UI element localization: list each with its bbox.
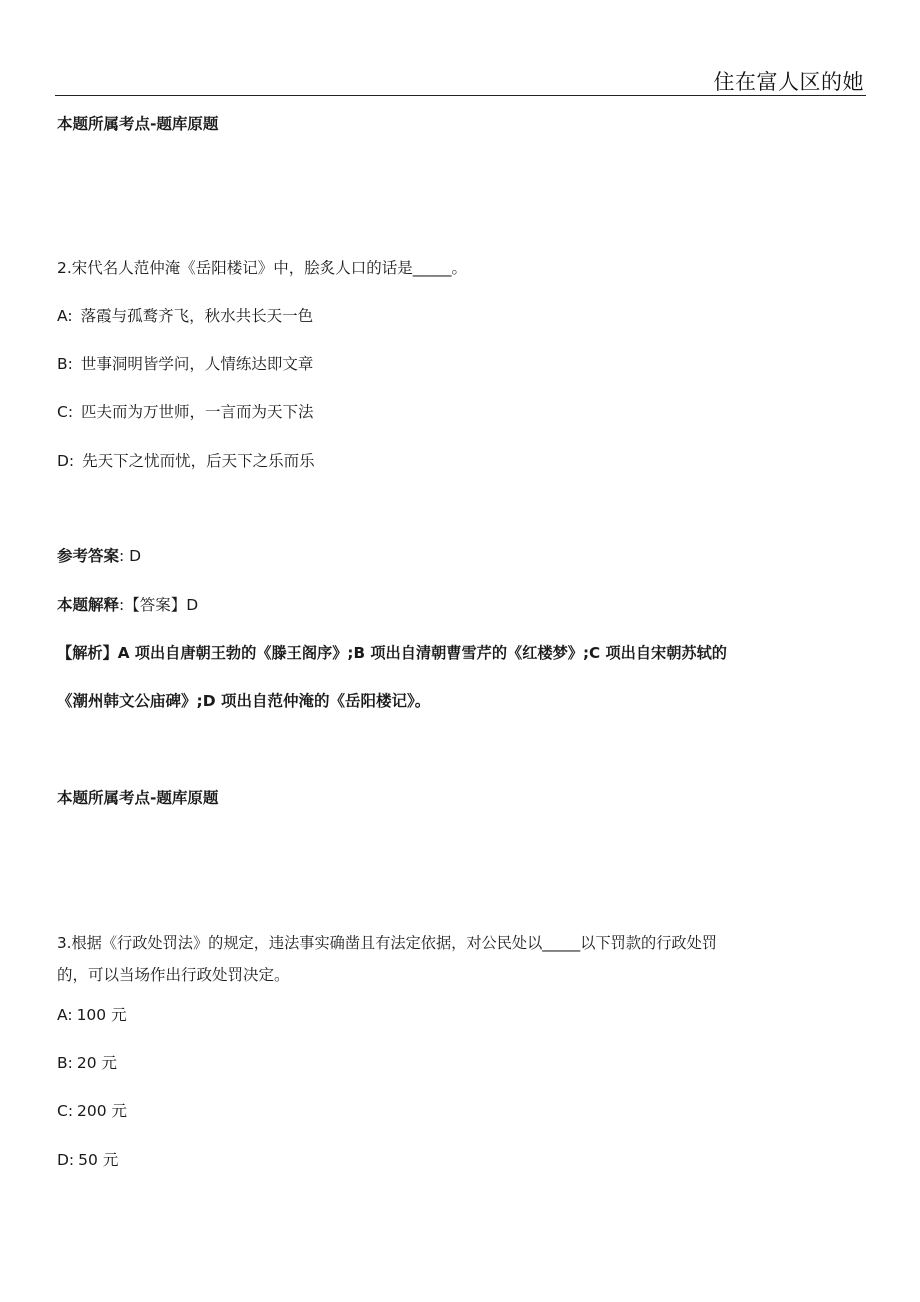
option-label: C: [57,1102,74,1120]
question-2-option-b [57,354,313,374]
option-label: B: [57,1054,73,1072]
option-text: 200 元 [77,1102,128,1120]
option-label: B: [57,355,73,373]
question-2-option-d [57,451,315,471]
explanation-value: :【答案】D [119,596,199,614]
option-label: D: [57,1151,75,1169]
option-text: 世事洞明皆学问，人情练达即文章 [80,355,314,373]
question-3-option-b [57,1053,117,1073]
option-label: A: [57,1006,73,1024]
option-label: A: [57,307,73,325]
answer-label: 参考答案 [57,547,120,565]
topic-tag: 本题所属考点-题库原题 [57,115,219,133]
question-3-stem-line-2: 的，可以当场作出行政处罚决定。 [57,966,290,984]
option-text: 匹夫而为万世师，一言而为天下法 [81,403,314,421]
option-text: 50 元 [78,1151,119,1169]
question-3-option-d [57,1150,118,1170]
question-2-explanation [57,595,198,615]
topic-tag: 本题所属考点-题库原题 [57,789,219,807]
question-3-option-a [57,1005,127,1025]
option-text: 落霞与孤鹜齐飞，秋水共长天一色 [80,307,314,325]
question-3-stem-line-1: 3.根据《行政处罚法》的规定，违法事实确凿且有法定依据，对公民处以_____以下罚款的行政处罚 [57,934,717,952]
question-2-analysis-line-1: 【解析】A 项出自唐朝王勃的《滕王阁序》;B 项出自清朝曹雪芹的《红楼梦》;C 项出自宋朝苏轼的 [57,644,727,662]
explanation-label: 本题解释 [57,596,120,614]
answer-value: : D [119,547,142,565]
question-2-analysis-line-2: 《潮州韩文公庙碑》;D 项出自范仲淹的《岳阳楼记》。 [57,692,431,710]
question-2-answer [57,546,141,566]
question-3-option-c [57,1101,127,1121]
question-2-option-a [57,306,313,326]
option-text: 先天下之忧而忧，后天下之乐而乐 [82,452,315,470]
page-header-title: 住在富人区的她 [713,70,864,94]
option-text: 20 元 [76,1054,118,1072]
option-text: 100 元 [76,1006,127,1024]
option-label: C: [57,403,74,421]
option-label: D: [57,452,75,470]
header-divider [55,95,866,96]
question-2-stem: 2.宋代名人范仲淹《岳阳楼记》中，脍炙人口的话是_____。 [57,259,468,277]
question-2-option-c [57,402,314,422]
